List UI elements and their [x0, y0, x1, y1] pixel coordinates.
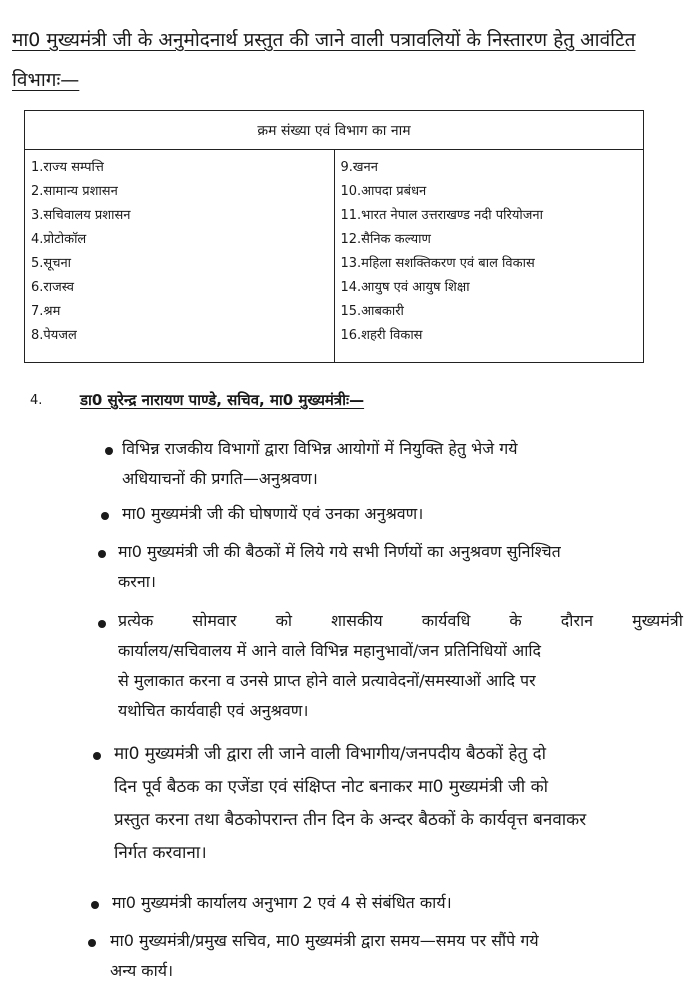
bullet-dot-icon	[93, 752, 101, 760]
left-column	[25, 150, 335, 363]
page-heading	[12, 20, 682, 100]
list-item-line: कार्यालय/सचिवालय में आने वाले विभिन्न महानुभावों/जन प्रतिनिधियों आदि	[118, 641, 541, 660]
list-item-line: यथोचित कार्यवाही एवं अनुश्रवण।	[118, 701, 309, 720]
department-item: 15.आबकारी	[340, 304, 404, 319]
department-item: 1.राज्य सम्पत्ति	[31, 160, 104, 175]
list-item-line: मा0 मुख्यमंत्री जी की बैठकों में लिये गये सभी निर्णयों का अनुश्रवण सुनिश्चित	[118, 542, 561, 561]
list-item	[112, 888, 672, 918]
heading-line-1: मा0 मुख्यमंत्री जी के अनुमोदनार्थ प्रस्तुत की जाने वाली पत्रावलियों के निस्तारण हेतु आवंटित	[12, 29, 636, 51]
list-item-line: मा0 मुख्यमंत्री/प्रमुख सचिव, मा0 मुख्यमंत्री द्वारा समय—समय पर सौंपे गये	[110, 931, 539, 950]
department-item: 10.आपदा प्रबंधन	[340, 184, 427, 199]
list-item-line: मा0 मुख्यमंत्री कार्यालय अनुभाग 2 एवं 4 से संबंधित कार्य।	[112, 893, 452, 912]
list-item-line: अन्य कार्य।	[110, 961, 174, 980]
department-item: 9.खनन	[340, 160, 378, 175]
list-item-line: करना।	[118, 572, 156, 591]
list-item	[122, 434, 682, 494]
department-item: 12.सैनिक कल्याण	[340, 232, 431, 247]
list-item-line: प्रस्तुत करना तथा बैठकोपरान्त तीन दिन के अन्दर बैठकों के कार्यवृत्त बनवाकर	[114, 810, 587, 830]
bullet-dot-icon	[98, 550, 106, 558]
list-item	[122, 499, 682, 529]
department-item: 3.सचिवालय प्रशासन	[31, 208, 131, 223]
list-item	[118, 537, 678, 597]
bullet-dot-icon	[88, 939, 96, 947]
department-item: 6.राजस्व	[31, 280, 75, 295]
list-item-line: मा0 मुख्यमंत्री जी की घोषणायें एवं उनका अनुश्रवण।	[122, 504, 424, 523]
section-title: डा0 सुरेन्द्र नारायण पाण्डे, सचिव, मा0 मुख्यमंत्रीः—	[80, 391, 365, 409]
department-item: 14.आयुष एवं आयुष शिक्षा	[340, 280, 470, 295]
list-item-line: दिन पूर्व बैठक का एजेंडा एवं संक्षिप्त नोट बनाकर मा0 मुख्यमंत्री जी को	[114, 777, 549, 797]
bullet-dot-icon	[105, 447, 113, 455]
department-table	[24, 110, 644, 363]
department-item: 11.भारत नेपाल उत्तराखण्ड नदी परियोजना	[340, 208, 543, 223]
bullet-dot-icon	[101, 512, 109, 520]
list-item-line: विभिन्न राजकीय विभागों द्वारा विभिन्न आयोगों में नियुक्ति हेतु भेजे गये	[122, 439, 518, 458]
list-item	[110, 926, 680, 986]
right-column	[334, 150, 644, 363]
section-number: 4.	[30, 393, 43, 408]
department-item: 4.प्रोटोकॉल	[31, 232, 87, 247]
department-item: 16.शहरी विकास	[340, 328, 423, 343]
department-item: 2.सामान्य प्रशासन	[31, 184, 118, 199]
department-item: 13.महिला सशक्तिकरण एवं बाल विकास	[340, 256, 535, 271]
list-item-line: से मुलाकात करना व उनसे प्राप्त होने वाले प्रत्यावेदनों/समस्याओं आदि पर	[118, 671, 536, 690]
bullet-dot-icon	[98, 620, 106, 628]
department-item: 7.श्रम	[31, 304, 61, 319]
list-item-line: निर्गत करवाना।	[114, 843, 207, 863]
bullet-dot-icon	[91, 901, 99, 909]
heading-line-2: विभागः—	[12, 69, 80, 91]
table-header: क्रम संख्या एवं विभाग का नाम	[25, 111, 644, 150]
list-item-line: मा0 मुख्यमंत्री जी द्वारा ली जाने वाली विभागीय/जनपदीय बैठकों हेतु दो	[114, 744, 547, 764]
department-item: 8.पेयजल	[31, 328, 77, 343]
list-item	[114, 738, 674, 870]
department-item: 5.सूचना	[31, 256, 72, 271]
list-item	[118, 606, 683, 726]
list-item-line: प्रत्येक सोमवार को शासकीय कार्यवधि के दौरान मुख्यमंत्री	[118, 611, 683, 630]
list-item-line: अधियाचनों की प्रगति—अनुश्रवण।	[122, 469, 318, 488]
